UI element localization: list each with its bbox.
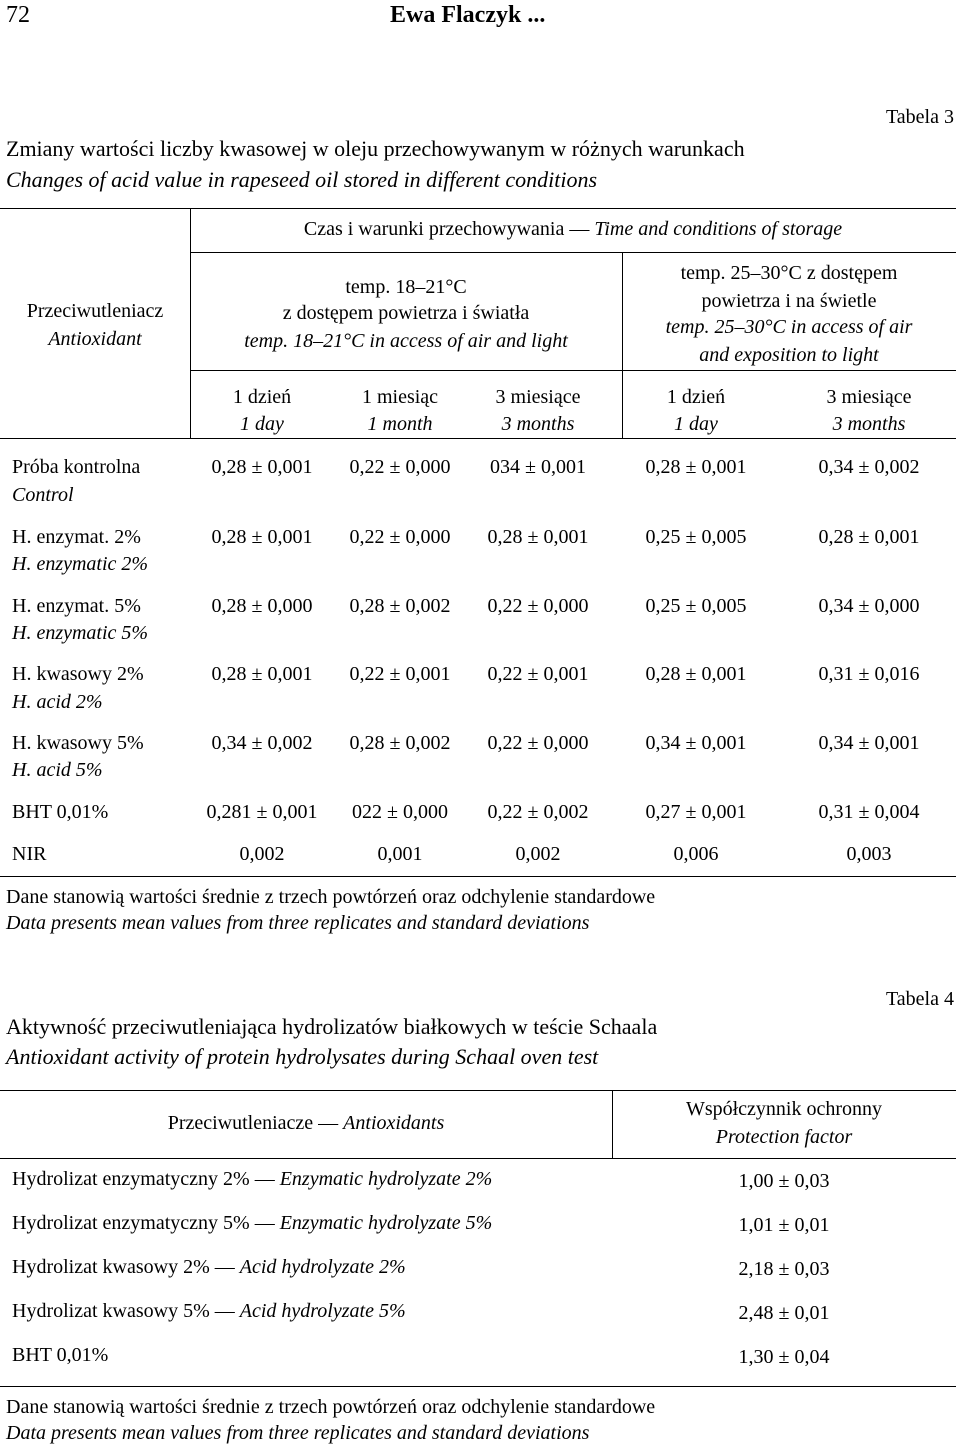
row-enz2-label-en: H. enzymatic 2% xyxy=(12,553,149,575)
table4-row-label xyxy=(12,1168,492,1191)
table3-top-rule xyxy=(0,208,956,209)
row-label-dash: — xyxy=(214,1300,235,1322)
table-cell: 0,25 ± 0,005 xyxy=(645,595,747,617)
table-cell: 0,003 xyxy=(846,843,892,865)
cond2-line4: and exposition to light xyxy=(699,344,879,366)
cond1-line1: temp. 18–21°C xyxy=(345,276,467,298)
table-cell: 0,28 ± 0,001 xyxy=(487,526,589,548)
table-cell: 0,22 ± 0,000 xyxy=(487,595,589,617)
row-label-en: Acid hydrolyzate 2% xyxy=(239,1256,406,1278)
row-label-dash: — xyxy=(254,1212,275,1234)
table3-storage-rule xyxy=(190,252,956,253)
table3-storage-header xyxy=(190,218,956,241)
table4-col1-header xyxy=(0,1112,612,1135)
row-enz5-label-pl: H. enzymat. 5% xyxy=(12,595,141,617)
period-2-pl: 1 miesiąc xyxy=(361,386,439,408)
row-enz2-label-pl: H. enzymat. 2% xyxy=(12,526,141,548)
table-cell: 0,22 ± 0,000 xyxy=(349,456,451,478)
table3-note-pl: Dane stanowią wartości średnie z trzech powtórzeń oraz odchylenie standardowe xyxy=(6,886,656,908)
row-label-en: Enzymatic hydrolyzate 2% xyxy=(279,1168,493,1190)
table-cell: 0,31 ± 0,004 xyxy=(818,801,920,823)
running-header-author: Ewa Flaczyk ... xyxy=(390,2,546,28)
table-cell: 0,001 xyxy=(377,843,423,865)
cond2-line3: temp. 25–30°C in access of air xyxy=(665,316,913,338)
table4-title-pl: Aktywność przeciwutleniająca hydrolizatów białkowych w teście Schaala xyxy=(6,1014,658,1039)
table-cell: 0,27 ± 0,001 xyxy=(645,801,747,823)
table3-antioxidant-header-pl: Przeciwutleniacz xyxy=(26,300,164,322)
table-cell: 0,28 ± 0,001 xyxy=(211,526,313,548)
table-cell: 0,22 ± 0,002 xyxy=(487,801,589,823)
period-5-en: 3 months xyxy=(832,413,906,435)
table-cell: 0,28 ± 0,001 xyxy=(818,526,920,548)
table-cell: 0,28 ± 0,000 xyxy=(211,595,313,617)
row-label-pl: Hydrolizat enzymatyczny 5% xyxy=(12,1212,250,1234)
row-label-dash: — xyxy=(214,1256,235,1278)
row-label-pl: Hydrolizat enzymatyczny 2% xyxy=(12,1168,250,1190)
table4-note-en: Data presents mean values from three replicates and standard deviations xyxy=(6,1422,590,1444)
storage-header-en: Time and conditions of storage xyxy=(594,218,843,240)
table-cell: 1,30 ± 0,04 xyxy=(738,1346,830,1368)
table-cell: 2,18 ± 0,03 xyxy=(738,1258,830,1280)
cond2-line2: powietrza i na świetle xyxy=(701,290,877,312)
table-cell: 1,01 ± 0,01 xyxy=(738,1214,830,1236)
table3-note-en: Data presents mean values from three replicates and standard deviations xyxy=(6,912,590,934)
period-4-en: 1 day xyxy=(674,413,718,435)
table-cell: 0,34 ± 0,000 xyxy=(818,595,920,617)
row-enz5-label-en: H. enzymatic 5% xyxy=(12,622,149,644)
table-cell: 0,34 ± 0,001 xyxy=(645,732,747,754)
table-cell: 0,28 ± 0,001 xyxy=(645,456,747,478)
table4-header-rule xyxy=(0,1158,956,1159)
table3-title-en: Changes of acid value in rapeseed oil stored in different conditions xyxy=(6,167,598,192)
row-acid2-label-en: H. acid 2% xyxy=(12,691,103,713)
table4-col2-header-pl: Współczynnik ochronny xyxy=(685,1098,883,1120)
page-number: 72 xyxy=(6,2,30,28)
table4-bottom-rule xyxy=(0,1386,956,1387)
table-cell: 0,34 ± 0,002 xyxy=(818,456,920,478)
row-label-pl: Hydrolizat kwasowy 2% xyxy=(12,1256,210,1278)
table-cell: 0,002 xyxy=(239,843,285,865)
table4-title-en: Antioxidant activity of protein hydrolysates during Schaal oven test xyxy=(6,1044,599,1069)
table4-label: Tabela 4 xyxy=(885,988,954,1010)
col1-header-pl: Przeciwutleniacze xyxy=(167,1112,314,1134)
table4-top-rule xyxy=(0,1090,956,1091)
period-3-en: 3 months xyxy=(501,413,575,435)
table-cell: 034 ± 0,001 xyxy=(490,456,586,478)
table4-row-label xyxy=(12,1256,406,1279)
table4-row-label xyxy=(12,1300,406,1323)
table-cell: 0,281 ± 0,001 xyxy=(206,801,318,823)
table-cell: 0,34 ± 0,002 xyxy=(211,732,313,754)
period-3-pl: 3 miesiące xyxy=(495,386,581,408)
table-cell: 0,28 ± 0,001 xyxy=(211,456,313,478)
table3-title-pl: Zmiany wartości liczby kwasowej w oleju przechowywanym w różnych warunkach xyxy=(6,136,745,161)
cond1-line2: z dostępem powietrza i światła xyxy=(282,302,530,324)
period-1-pl: 1 dzień xyxy=(232,386,292,408)
table4-row-label xyxy=(12,1212,492,1235)
row-label-pl: BHT 0,01% xyxy=(12,1344,109,1366)
row-control-label-pl: Próba kontrolna xyxy=(12,456,141,478)
period-2-en: 1 month xyxy=(367,413,433,435)
table-cell: 0,28 ± 0,001 xyxy=(645,663,747,685)
row-label-dash: — xyxy=(254,1168,275,1190)
table3-label: Tabela 3 xyxy=(885,106,954,128)
table-cell: 0,28 ± 0,002 xyxy=(349,595,451,617)
cond1-line3: temp. 18–21°C in access of air and light xyxy=(244,330,568,352)
table-cell: 0,22 ± 0,000 xyxy=(487,732,589,754)
table-cell: 0,22 ± 0,000 xyxy=(349,526,451,548)
period-5-pl: 3 miesiące xyxy=(826,386,912,408)
table-cell: 0,34 ± 0,001 xyxy=(818,732,920,754)
table4-row-label xyxy=(12,1344,108,1367)
table-cell: 0,22 ± 0,001 xyxy=(487,663,589,685)
row-acid5-label-en: H. acid 5% xyxy=(12,759,103,781)
col1-header-en: Antioxidants xyxy=(343,1112,445,1134)
table-cell: 0,28 ± 0,001 xyxy=(211,663,313,685)
row-label-pl: Hydrolizat kwasowy 5% xyxy=(12,1300,210,1322)
table-cell: 0,002 xyxy=(515,843,561,865)
table-cell: 1,00 ± 0,03 xyxy=(738,1170,830,1192)
row-acid2-label-pl: H. kwasowy 2% xyxy=(12,663,144,685)
table3-header-rule xyxy=(0,438,956,439)
cond2-line1: temp. 25–30°C z dostępem xyxy=(680,262,898,284)
row-control-label-en: Control xyxy=(12,484,74,506)
period-4-pl: 1 dzień xyxy=(666,386,726,408)
table-cell: 0,25 ± 0,005 xyxy=(645,526,747,548)
col1-header-dash: — xyxy=(318,1112,339,1134)
table4-note-pl: Dane stanowią wartości średnie z trzech powtórzeń oraz odchylenie standardowe xyxy=(6,1396,656,1418)
row-nir-label-pl: NIR xyxy=(12,843,47,865)
row-label-en: Acid hydrolyzate 5% xyxy=(239,1300,406,1322)
storage-header-dash: — xyxy=(569,218,590,240)
table3-condition-rule xyxy=(190,370,956,371)
table3-bottom-rule xyxy=(0,876,956,877)
row-acid5-label-pl: H. kwasowy 5% xyxy=(12,732,144,754)
table4-col2-header-en: Protection factor xyxy=(715,1126,853,1148)
table-cell: 022 ± 0,000 xyxy=(352,801,448,823)
period-1-en: 1 day xyxy=(240,413,284,435)
table-cell: 0,006 xyxy=(673,843,719,865)
table3-antioxidant-header-en: Antioxidant xyxy=(48,328,142,350)
table-cell: 2,48 ± 0,01 xyxy=(738,1302,830,1324)
table-cell: 0,28 ± 0,002 xyxy=(349,732,451,754)
storage-header-pl: Czas i warunki przechowywania xyxy=(303,218,565,240)
row-label-en: Enzymatic hydrolyzate 5% xyxy=(279,1212,493,1234)
row-bht-label-pl: BHT 0,01% xyxy=(12,801,109,823)
table-cell: 0,31 ± 0,016 xyxy=(818,663,920,685)
table-cell: 0,22 ± 0,001 xyxy=(349,663,451,685)
